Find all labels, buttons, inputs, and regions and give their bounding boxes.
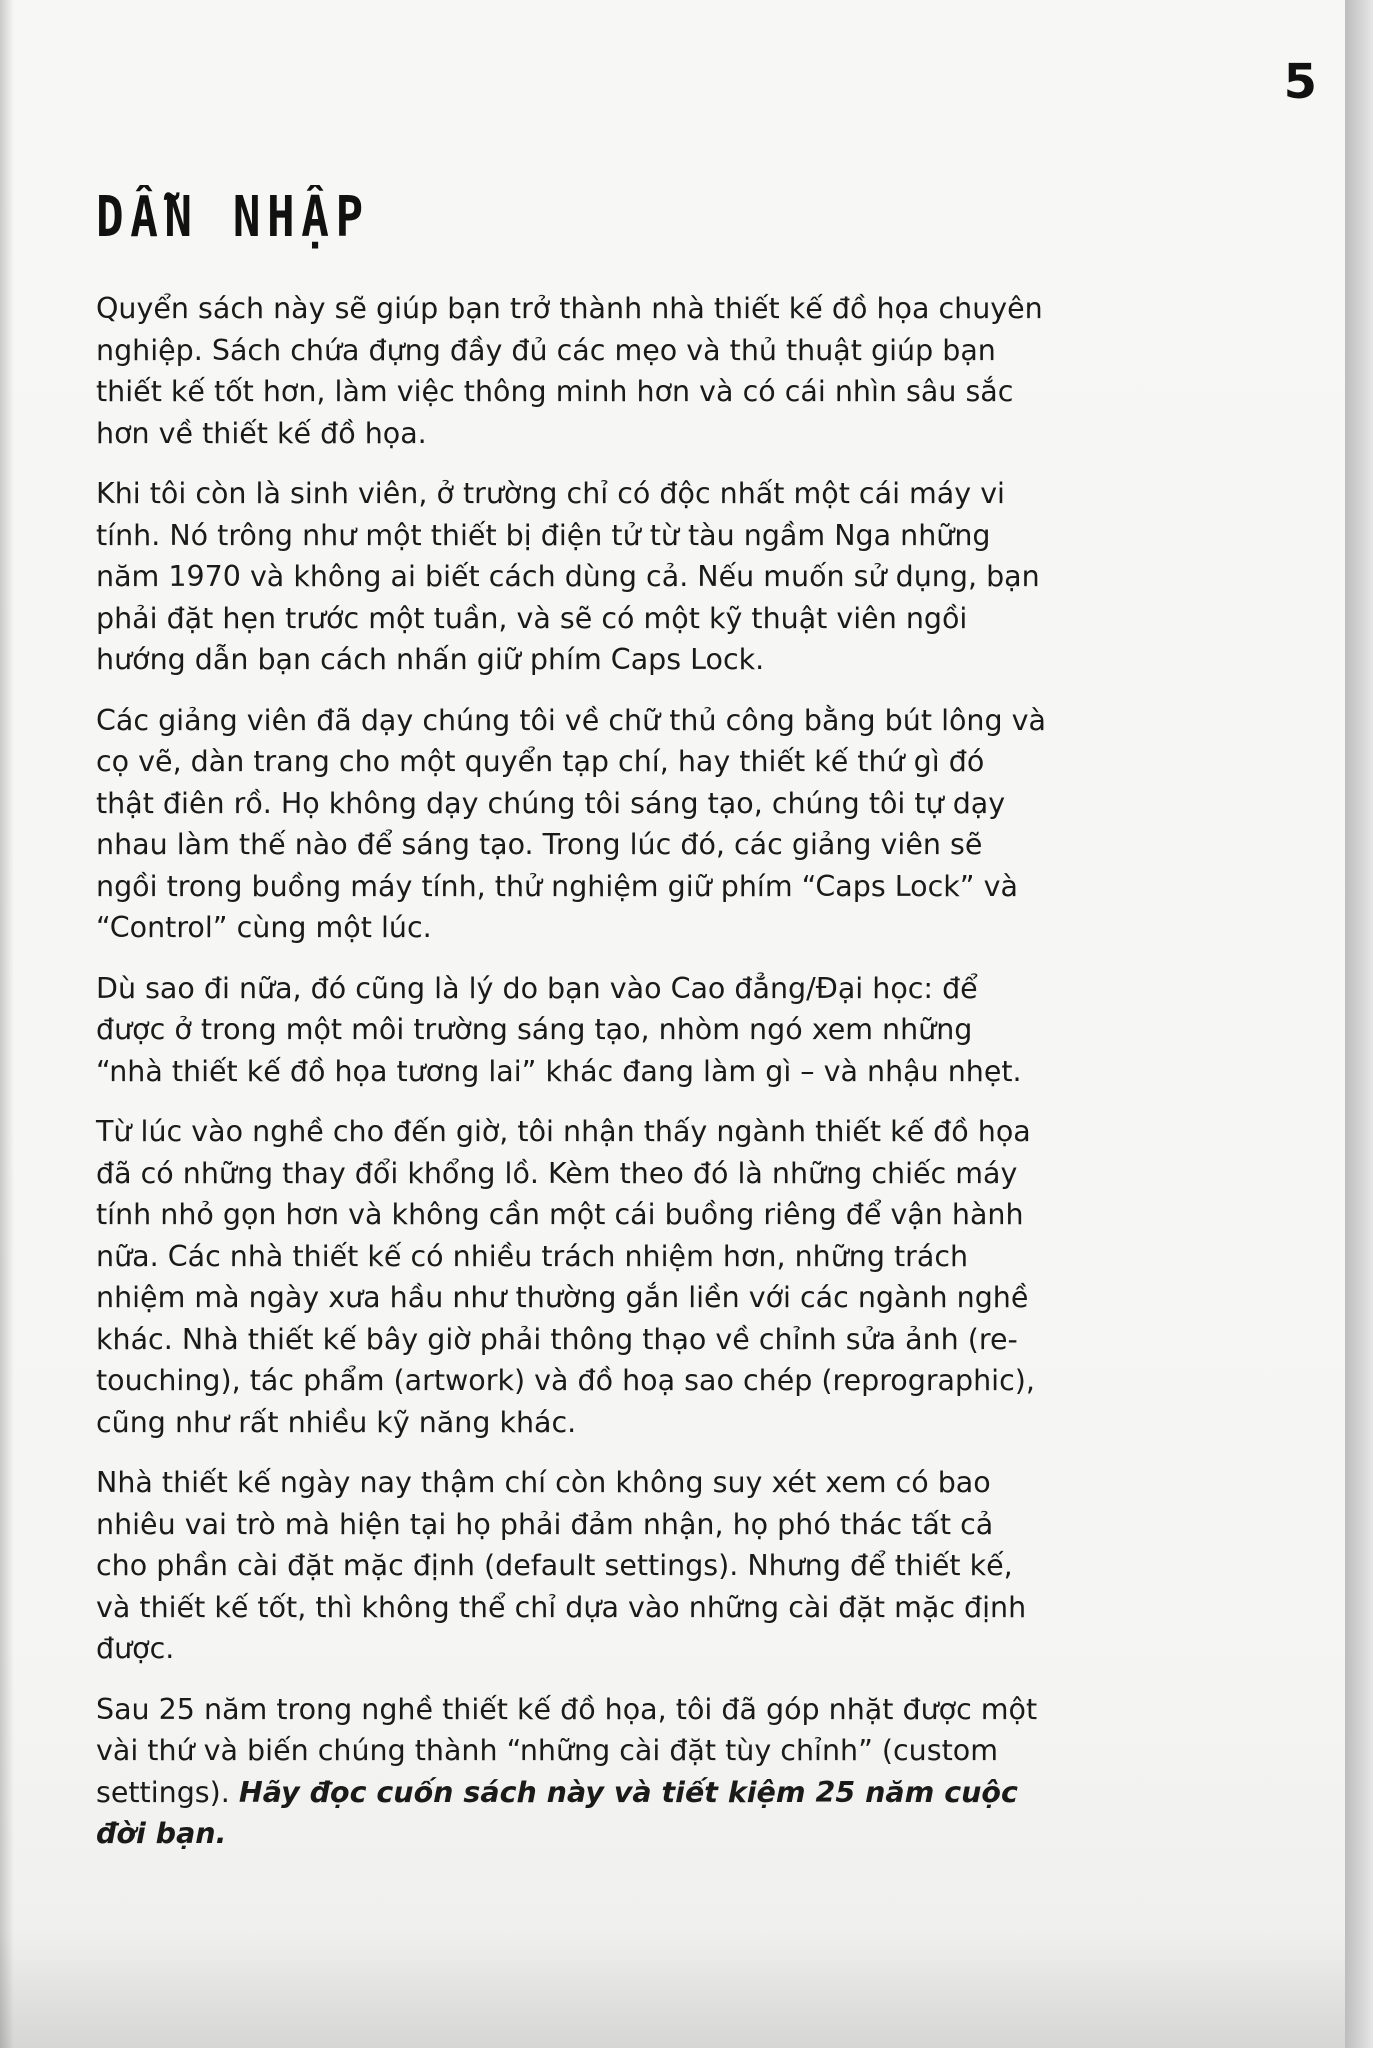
paragraph-4: Dù sao đi nữa, đó cũng là lý do bạn vào Cao đẳng/Đại học: để được ở trong một môi trường sáng tạo, nhòm ngó xem những “nhà thiết kế đồ họa tương lai” khác đang làm gì – và nhậu nhẹt.	[96, 971, 1022, 1088]
body-text	[96, 288, 1046, 1874]
paragraph-2: Khi tôi còn là sinh viên, ở trường chỉ có độc nhất một cái máy vi tính. Nó trông như một thiết bị điện tử từ tàu ngầm Nga những năm 1970 và không ai biết cách dùng cả. Nếu muốn sử dụng, bạn phải đặt hẹn trước một tuần, và sẽ có một kỹ thuật viên ngồi hướng dẫn bạn cách nhấn giữ phím Caps Lock.	[96, 477, 1040, 676]
paragraph-6: Nhà thiết kế ngày nay thậm chí còn không suy xét xem có bao nhiêu vai trò mà hiện tại họ phải đảm nhận, họ phó thác tất cả cho phần cài đặt mặc định (default settings). Nhưng để thiết kế, và thiết kế tốt, thì không thể chỉ dựa vào những cài đặt mặc định được.	[96, 1466, 1027, 1665]
paragraph-1: Quyển sách này sẽ giúp bạn trở thành nhà thiết kế đồ họa chuyên nghiệp. Sách chứa đựng đầy đủ các mẹo và thủ thuật giúp bạn thiết kế tốt hơn, làm việc thông minh hơn và có cái nhìn sâu sắc hơn về thiết kế đồ họa.	[96, 292, 1043, 450]
page-number: 5	[1283, 54, 1317, 110]
page-left-shadow	[0, 0, 14, 2048]
paragraph-5: Từ lúc vào nghề cho đến giờ, tôi nhận thấy ngành thiết kế đồ họa đã có những thay đổi khổng lồ. Kèm theo đó là những chiếc máy tính nhỏ gọn hơn và không cần một cái buồng riêng để vận hành nữa. Các nhà thiết kế có nhiều trách nhiệm hơn, những trách nhiệm mà ngày xưa hầu như thường gắn liền với các ngành nghề khác. Nhà thiết kế bây giờ phải thông thạo về chỉnh sửa ảnh (re-touching), tác phẩm (artwork) và đồ hoạ sao chép (reprographic), cũng như rất nhiều kỹ năng khác.	[96, 1115, 1035, 1439]
page-bottom-shadow	[0, 1928, 1345, 2048]
page-right-edge	[1345, 0, 1373, 2048]
paragraph-7	[96, 1689, 1046, 1855]
paragraph-7-text: Sau 25 năm trong nghề thiết kế đồ họa, tôi đã góp nhặt được một vài thứ và biến chúng thành “những cài đặt tùy chỉnh” (custom settings).	[96, 1692, 1038, 1809]
paragraph-3: Các giảng viên đã dạy chúng tôi về chữ thủ công bằng bút lông và cọ vẽ, dàn trang cho một quyển tạp chí, hay thiết kế thứ gì đó thật điên rồ. Họ không dạy chúng tôi sáng tạo, chúng tôi tự dạy nhau làm thế nào để sáng tạo. Trong lúc đó, các giảng viên sẽ ngồi trong buồng máy tính, thử nghiệm giữ phím “Caps Lock” và “Control” cùng một lúc.	[96, 703, 1046, 944]
paragraph-7-emphasis: Hãy đọc cuốn sách này và tiết kiệm 25 năm cuộc đời bạn.	[96, 1775, 1018, 1850]
chapter-title: DẪN NHẬP	[96, 185, 370, 250]
